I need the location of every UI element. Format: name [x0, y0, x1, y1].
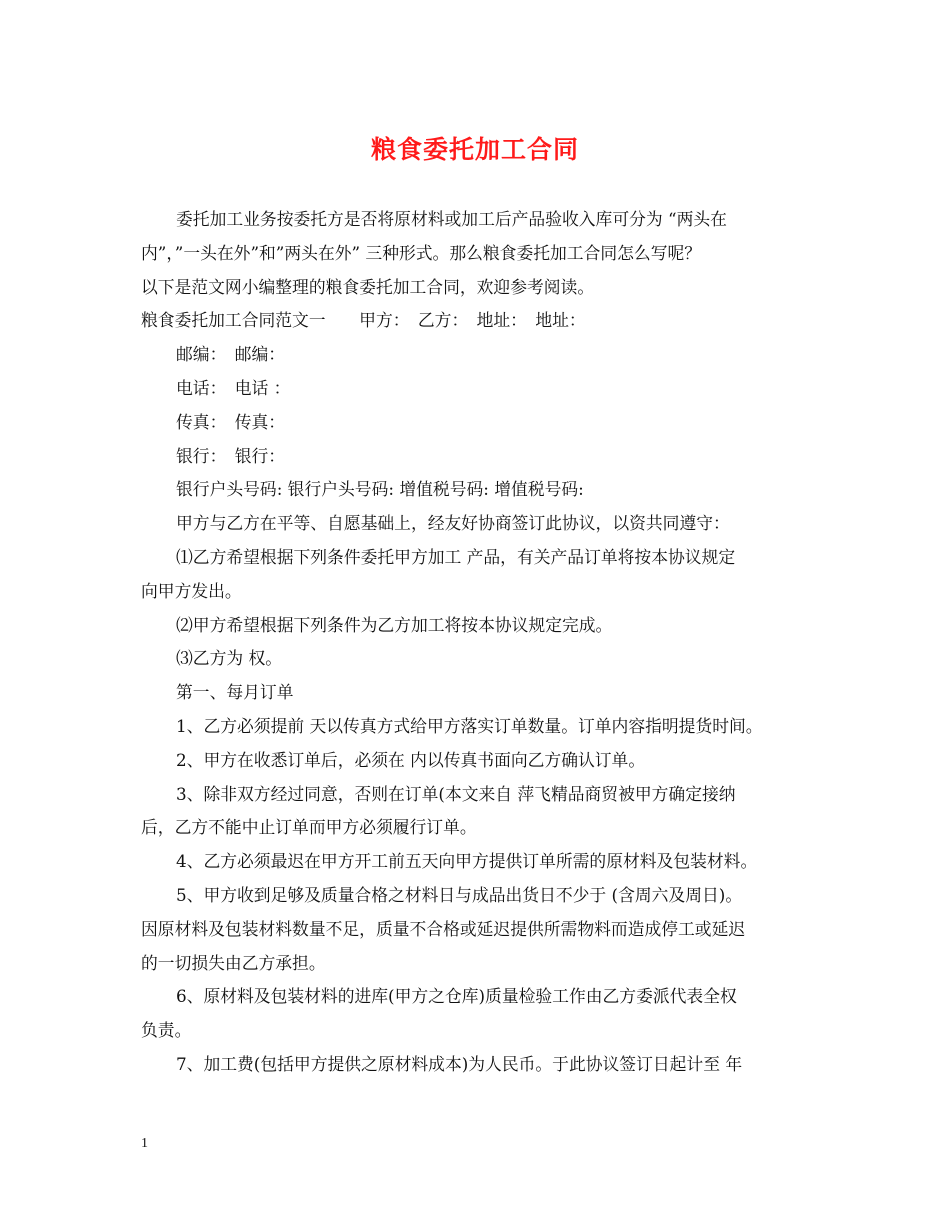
body-line: 银行： 银行： — [176, 445, 286, 466]
body-line: 的一切损失由乙方承担。 — [141, 952, 326, 973]
body-line: 传真： 传真： — [176, 411, 286, 432]
body-line: 后，乙方不能中止订单而甲方必须履行订单。 — [141, 817, 477, 838]
body-line: 因原材料及包装材料数量不足，质量不合格或延迟提供所需物料而造成停工或延迟 — [141, 918, 746, 939]
body-line: 7、加工费(包括甲方提供之原材料成本)为人民币。于此协议签订日起计至 年 — [176, 1053, 743, 1074]
body-line: 第一、每月订单 — [176, 682, 294, 703]
page-number: 1 — [141, 1136, 148, 1151]
body-line: 电话： 电话 ： — [176, 377, 291, 398]
document-title: 粮食委托加工合同 — [370, 135, 579, 164]
body-line: 甲方与乙方在平等、自愿基础上，经友好协商签订此协议，以资共同遵守： — [176, 513, 730, 534]
body-line: 5、甲方收到足够及质量合格之材料日与成品出货日不少于 (含周六及周日)。 — [176, 884, 743, 905]
body-line: 2、甲方在收悉订单后，必须在 内以传真书面向乙方确认订单。 — [176, 749, 646, 770]
body-line: 3、除非双方经过同意，否则在订单(本文来自 萍飞精品商贸被甲方确定接纳 — [176, 783, 736, 804]
body-line: 向甲方发出。 — [141, 580, 242, 601]
body-line: ⑴乙方希望根据下列条件委托甲方加工 产品，有关产品订单将按本协议规定 — [176, 546, 736, 567]
body-line: 4、乙方必须最迟在甲方开工前五天向甲方提供订单所需的原材料及包装材料。 — [176, 851, 758, 872]
body-line: 负责。 — [141, 1020, 192, 1041]
body-line: 1、乙方必须提前 天以传真方式给甲方落实订单数量。订单内容指明提货时间。 — [176, 715, 763, 736]
body-line: 以下是范文网小编整理的粮食委托加工合同，欢迎参考阅读。 — [141, 276, 595, 297]
body-line: 粮食委托加工合同范文一 甲方： 乙方： 地址： 地址： — [141, 310, 586, 331]
body-line: ⑶乙方为 权。 — [176, 648, 283, 669]
body-line: 银行户头号码: 银行户头号码: 增值税号码: 增值税号码: — [176, 479, 584, 500]
body-line: 内”，”一头在外”和”两头在外” 三种形式。那么粮食委托加工合同怎么写呢？ — [141, 242, 702, 263]
document-body — [141, 203, 821, 1082]
body-line: 委托加工业务按委托方是否将原材料或加工后产品验收入库可分为 “两头在 — [176, 209, 727, 229]
body-line: 邮编： 邮编： — [176, 344, 286, 365]
body-line: 6、原材料及包装材料的进库(甲方之仓库)质量检验工作由乙方委派代表全权 — [176, 986, 737, 1007]
body-line: ⑵甲方希望根据下列条件为乙方加工将按本协议规定完成。 — [176, 614, 613, 635]
